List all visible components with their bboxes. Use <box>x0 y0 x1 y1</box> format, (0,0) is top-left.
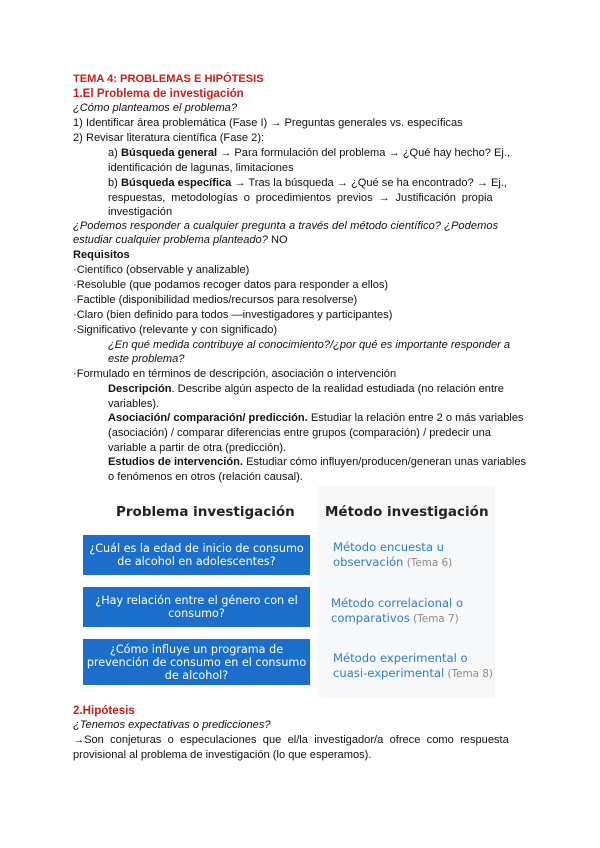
requirement-cientifico: ·Científico (observable y analizable) <box>73 264 250 276</box>
requirement-significativo: ·Significativo (relevante y con significado) <box>73 324 278 336</box>
problem-box-2: ¿Hay relación entre el género con el consumo? <box>83 587 310 627</box>
scientific-method-question-line2 <box>73 233 288 248</box>
method-2 <box>331 596 491 627</box>
step-2a-rest: → Para formulación del problema → ¿Qué hay hecho? Ej., <box>217 147 511 159</box>
hypothesis-definition: →Son conjeturas o especulaciones que el/la investigador/a ofrece como respuesta <box>73 734 509 746</box>
problem-method-figure <box>80 486 495 698</box>
step-2a <box>108 146 526 161</box>
scientific-method-question: ¿Podemos responder a cualquier pregunta a través del método científico? ¿Podemos <box>73 220 499 232</box>
problem-box-1: ¿Cuál es la edad de inicio de consumo de alcohol en adolescentes? <box>83 535 310 575</box>
method-2-tema: (Tema 7) <box>409 613 459 625</box>
step-1: 1) Identificar área problemática (Fase I) → Preguntas generales vs. específicas <box>73 117 463 129</box>
intervencion-item <box>108 455 526 470</box>
method-3-line1: Método experimental o <box>333 651 468 665</box>
step-2b-rest: → Tras la búsqueda → ¿Qué se ha encontrado? → Ej., <box>231 177 507 189</box>
step-2: 2) Revisar literatura científica (Fase 2): <box>73 132 265 144</box>
significance-question-line2: este problema? <box>108 353 185 365</box>
method-3-line2: cuasi-experimental <box>333 666 445 680</box>
significance-question: ¿En qué medida contribuye al conocimiento?/¿por qué es importante responder a <box>108 339 511 351</box>
intervencion-text: Estudiar cómo influyen/producen/generan unas variables <box>243 456 527 468</box>
method-1 <box>333 540 493 571</box>
hypothesis-definition-line2: provisional al problema de investigación (lo que esperamos). <box>73 749 372 761</box>
section-2-question: ¿Tenemos expectativas o predicciones? <box>73 719 271 731</box>
problem-column-header: Problema investigación <box>116 504 295 520</box>
step-2b-prefix: b) <box>108 177 121 189</box>
scientific-method-question-tail: estudiar cualquier problema planteado? <box>73 234 268 246</box>
step-2a-line2: identificación de lagunas, limitaciones <box>108 162 294 174</box>
method-3 <box>333 651 493 682</box>
method-1-line1: Método encuesta u <box>333 540 444 554</box>
intervencion-label: Estudios de intervención. <box>108 456 243 468</box>
requirements-heading: Requisitos <box>73 249 130 261</box>
step-2b <box>108 176 526 191</box>
method-2-line2: comparativos <box>331 611 410 625</box>
section-1-question: ¿Cómo planteamos el problema? <box>73 102 238 114</box>
section-2-heading: 2.Hipótesis <box>73 704 135 717</box>
step-2a-bold: Búsqueda general <box>120 147 218 159</box>
section-1-heading: 1.El Problema de investigación <box>73 87 244 100</box>
asociacion-line3: variable a partir de otra (predicción). <box>108 442 287 454</box>
intervencion-line2: o fenómenos en otros (relación causal). <box>108 471 303 483</box>
asociacion-label: Asociación/ comparación/ predicción. <box>108 412 308 424</box>
problem-box-3: ¿Cómo influye un programa de prevención de consumo en el consumo de alcohol? <box>83 639 310 685</box>
descripcion-line2: variables). <box>108 398 160 410</box>
requirement-resoluble: ·Resoluble (que podamos recoger datos para responder a ellos) <box>73 279 389 291</box>
asociacion-line2: (asociación) / comparar diferencias entre grupos (comparación) / predecir una <box>108 427 491 439</box>
method-2-line1: Método correlacional o <box>331 596 464 610</box>
descripcion-item <box>108 382 526 397</box>
step-2b-bold: Búsqueda específica <box>120 177 232 189</box>
asociacion-item <box>108 411 526 426</box>
method-column-header: Método investigación <box>325 504 489 520</box>
descripcion-text: . Describe algún aspecto de la realidad estudiada (no relación entre <box>171 383 504 395</box>
descripcion-label: Descripción <box>108 383 172 395</box>
requirement-claro: ·Claro (bien definido para todos —investigadores y participantes) <box>73 309 393 321</box>
step-2b-line2: respuestas, metodologías o procedimientos previos → Justificación propia <box>108 192 493 204</box>
requirement-factible: ·Factible (disponibilidad medios/recursos para resolverse) <box>73 294 358 306</box>
method-1-line2: observación <box>333 555 404 569</box>
step-2a-prefix: a) <box>108 147 121 159</box>
document-title: TEMA 4: PROBLEMAS E HIPÓTESIS <box>73 73 264 85</box>
step-2b-line3: investigación <box>108 206 173 218</box>
method-3-tema: (Tema 8) <box>444 668 493 680</box>
scientific-method-answer: NO <box>267 234 288 246</box>
asociacion-text: Estudiar la relación entre 2 o más variables <box>307 412 524 424</box>
method-1-tema: (Tema 6) <box>403 557 453 569</box>
requirement-formulado: ·Formulado en términos de descripción, asociación o intervención <box>73 368 397 380</box>
